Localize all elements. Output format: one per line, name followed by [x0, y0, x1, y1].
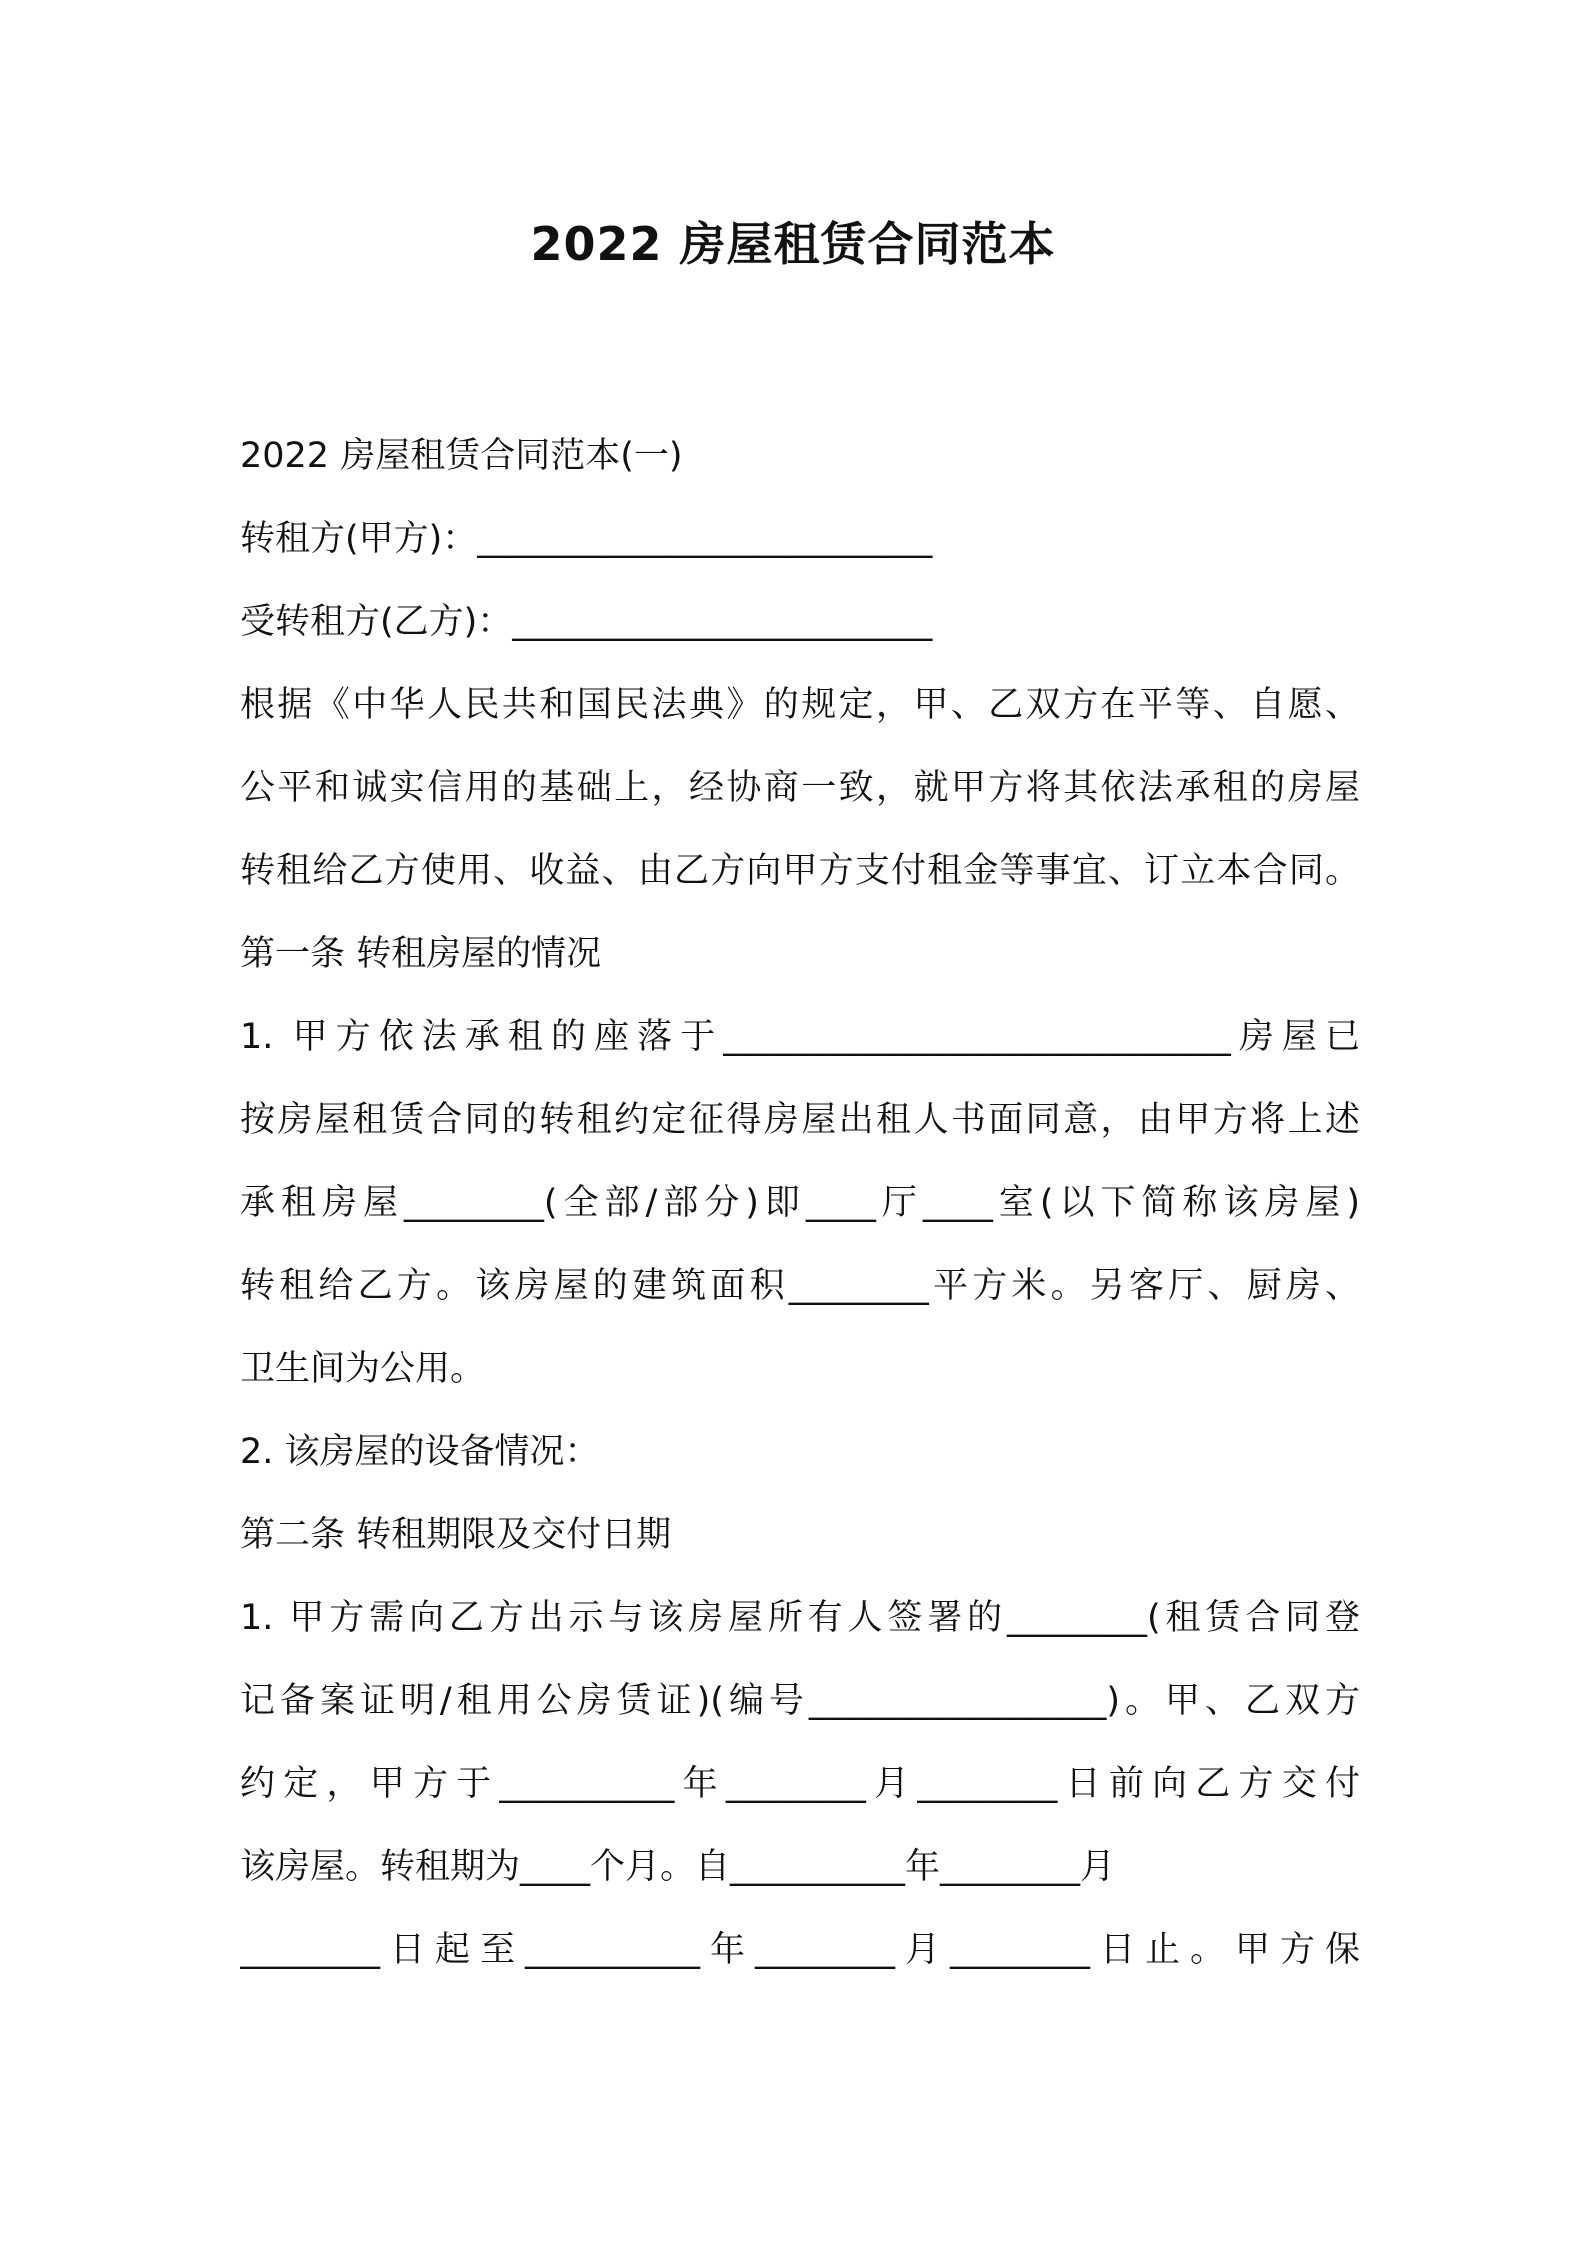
paragraph-line: 卫生间为公用。: [240, 1349, 486, 1389]
paragraph-line: 该房屋。转租期为____个月。自__________年________月: [240, 1847, 1116, 1887]
paragraph-line: ________日起至__________年________月________日止。甲方保: [240, 1930, 1360, 1970]
paragraph-line: 约定，甲方于__________年________月________日前向乙方交付: [240, 1764, 1360, 1804]
document-body: [240, 405, 1360, 1992]
article-heading: 第二条 转租期限及交付日期: [240, 1515, 672, 1555]
paragraph-line: 承租房屋________(全部/部分)即____厅____室(以下简称该房屋): [240, 1183, 1360, 1223]
paragraph-line: 根据《中华人民共和国民法典》的规定，甲、乙双方在平等、自愿、: [240, 685, 1360, 725]
paragraph-line: 转租给乙方使用、收益、由乙方向甲方支付租金等事宜、订立本合同。: [240, 851, 1360, 891]
paragraph-line: 按房屋租赁合同的转租约定征得房屋出租人书面同意，由甲方将上述: [240, 1100, 1360, 1140]
party-b-line: 受转租方(乙方)：________________________: [240, 602, 933, 642]
party-a-line: 转租方(甲方)：__________________________: [240, 519, 933, 559]
paragraph-line: 公平和诚实信用的基础上，经协商一致，就甲方将其依法承租的房屋: [240, 768, 1360, 808]
paragraph-line: 1. 甲方依法承租的座落于_____________________________房屋已: [240, 1017, 1360, 1057]
paragraph-line: 1. 甲方需向乙方出示与该房屋所有人签署的________(租赁合同登: [240, 1598, 1360, 1638]
paragraph-line: 转租给乙方。该房屋的建筑面积________平方米。另客厅、厨房、: [240, 1266, 1360, 1306]
document-title: 2022 房屋租赁合同范本: [530, 217, 1056, 271]
paragraph-line: 2. 该房屋的设备情况：: [240, 1432, 600, 1472]
paragraph-line: 记备案证明/租用公房赁证)(编号_________________)。甲、乙双方: [240, 1681, 1360, 1721]
section-heading: 2022 房屋租赁合同范本(一): [240, 436, 683, 476]
article-heading: 第一条 转租房屋的情况: [240, 934, 602, 974]
